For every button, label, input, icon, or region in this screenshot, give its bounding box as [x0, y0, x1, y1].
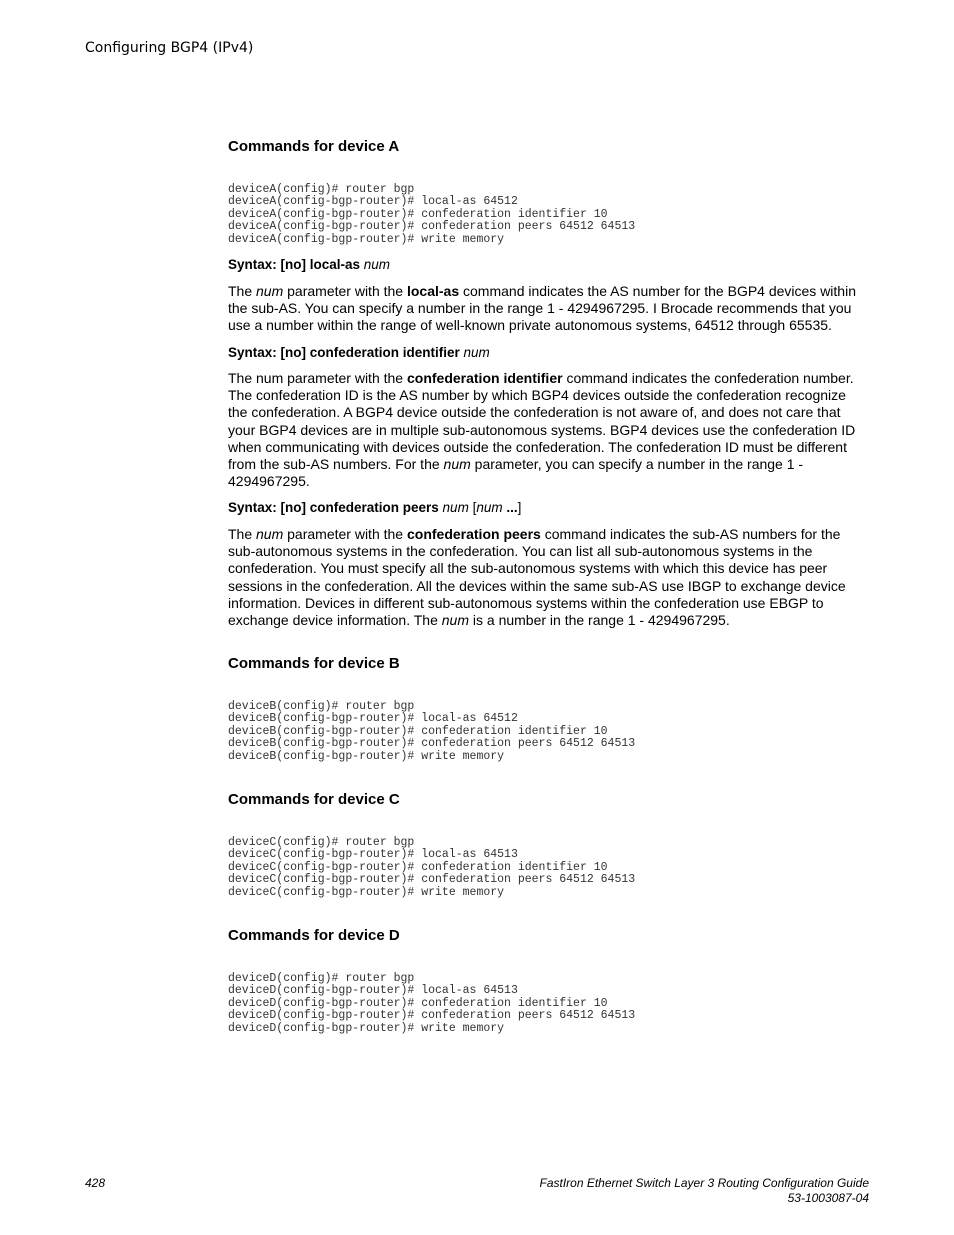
- code-block-device-b: deviceB(config)# router bgp deviceB(config-bgp-router)# local-as 64512 deviceB(config-bgp-router)# confederation identifier 10 deviceB(config-bgp-router)# confederation peers 64512 64513 deviceB(config-bgp-router)# write memory: [228, 700, 636, 763]
- syntax-ellipsis: ...: [502, 500, 518, 515]
- heading-device-b: Commands for device B: [228, 655, 400, 672]
- page-number: 428: [85, 1176, 106, 1190]
- code-block-device-a: deviceA(config)# router bgp deviceA(config-bgp-router)# local-as 64512 deviceA(config-bgp-router)# confederation identifier 10 deviceA(config-bgp-router)# confederation peers 64512 64513 deviceA(config-bgp-router)# write memory: [228, 183, 636, 246]
- guide-title: FastIron Ethernet Switch Layer 3 Routing Configuration Guide: [539, 1176, 869, 1190]
- syntax-local-as: [228, 257, 390, 272]
- syntax-param: num: [476, 500, 503, 515]
- syntax-text: Syntax: [no] local-as: [228, 257, 364, 272]
- para-text: parameter, you can specify a number in the range 1 - 4294967295.: [228, 456, 804, 490]
- para-text: command indicates the AS number for the BGP4 devices within the sub-AS. You can specify a number in the range 1 - 4294967295. I Brocade recommends that you use a number within the range of well-known private autonomous systems, 64512 through 65535.: [228, 283, 856, 334]
- heading-device-c: Commands for device C: [228, 791, 400, 808]
- para-param: num: [256, 526, 284, 542]
- para-text: command indicates the sub-AS numbers for the sub-autonomous systems in the confederation. You can list all sub-autonomous systems in the confederation. You must specify all the sub-autonomous systems with which this device has peer sessions in the confederation. All the devices within the same sub-AS use IBGP to exchange device information. Devices in different sub-autonomous systems within the confederation use EBGP to exchange device information. The: [228, 526, 846, 629]
- running-header: Configuring BGP4 (IPv4): [85, 40, 254, 56]
- para-text: parameter with the: [283, 526, 407, 542]
- syntax-text: Syntax: [no] confederation peers: [228, 500, 443, 515]
- syntax-bracket: [: [468, 500, 477, 515]
- para-text: command indicates the confederation number. The confederation ID is the AS number by which BGP4 devices outside the confederation recognize the confederation. A BGP4 device outside the confederation is not aware of, and does not care that your BGP4 devices are in multiple sub-autonomous systems. BGP4 devices use the confederation ID when communicating with devices outside the confederation. The confederation ID must be different from the sub-AS numbers. For the: [228, 370, 856, 473]
- syntax-bracket: ]: [517, 500, 522, 515]
- heading-device-a: Commands for device A: [228, 138, 400, 155]
- para-text: The: [228, 526, 257, 542]
- para-text: The: [228, 283, 257, 299]
- syntax-text: Syntax: [no] confederation identifier: [228, 345, 464, 360]
- para-command: confederation identifier: [406, 370, 563, 386]
- code-block-device-c: deviceC(config)# router bgp deviceC(config-bgp-router)# local-as 64513 deviceC(config-bgp-router)# confederation identifier 10 deviceC(config-bgp-router)# confederation peers 64512 64513 deviceC(config-bgp-router)# write memory: [228, 836, 636, 899]
- para-param: num: [256, 283, 284, 299]
- syntax-param: num: [442, 500, 469, 515]
- syntax-param: num: [363, 257, 391, 272]
- para-param: num: [441, 612, 469, 629]
- paragraph-local-as: [228, 283, 864, 335]
- para-command: local-as: [406, 283, 460, 299]
- paragraph-confederation-identifier: [228, 370, 864, 490]
- code-block-device-d: deviceD(config)# router bgp deviceD(config-bgp-router)# local-as 64513 deviceD(config-bgp-router)# confederation identifier 10 deviceD(config-bgp-router)# confederation peers 64512 64513 deviceD(config-bgp-router)# write memory: [228, 972, 636, 1035]
- syntax-param: num: [463, 345, 490, 360]
- para-text: parameter with the: [283, 283, 407, 299]
- heading-device-d: Commands for device D: [228, 927, 400, 944]
- para-text: The num parameter with the: [228, 370, 407, 386]
- para-command: confederation peers: [406, 526, 541, 542]
- footer-doc-info: [539, 1176, 869, 1206]
- doc-number: 53-1003087-04: [787, 1191, 869, 1205]
- syntax-confederation-peers: [228, 500, 521, 515]
- paragraph-confederation-peers: [228, 526, 864, 629]
- para-text: is a number in the range 1 - 4294967295.: [469, 612, 730, 629]
- para-param: num: [443, 456, 471, 473]
- syntax-confederation-identifier: [228, 345, 490, 360]
